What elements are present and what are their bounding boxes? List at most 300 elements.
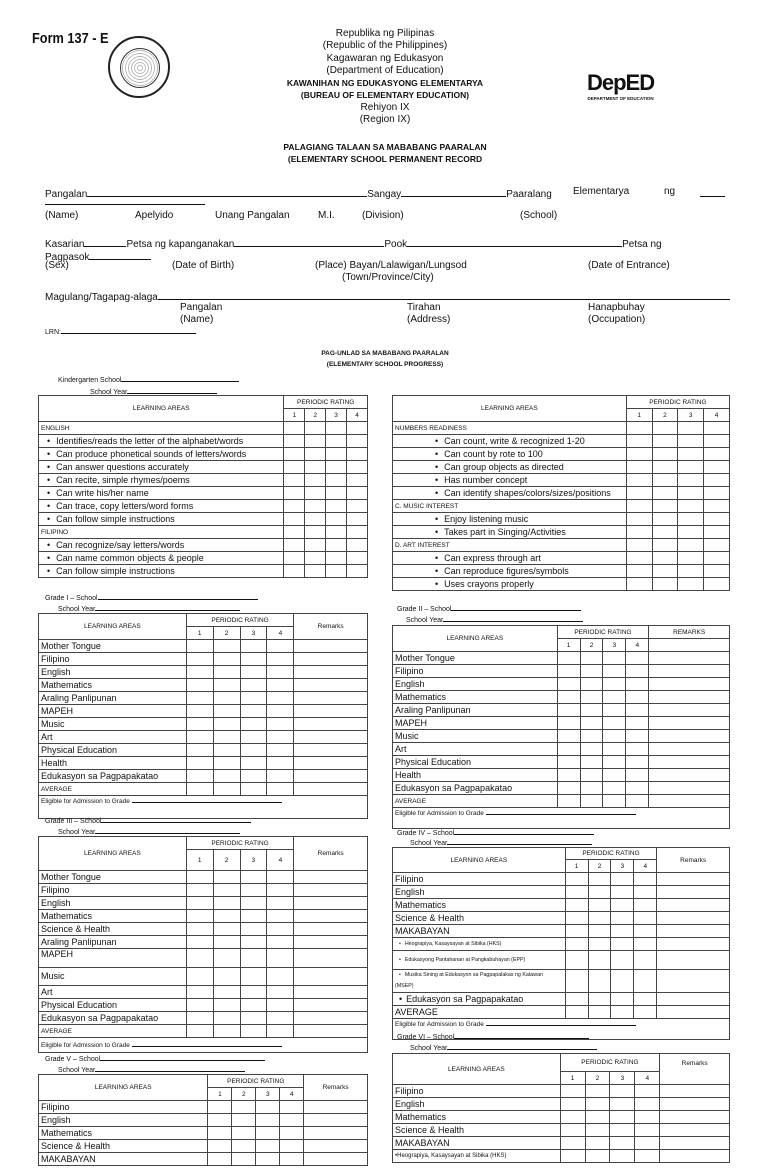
grade-cell[interactable] <box>267 884 294 897</box>
rating-cell[interactable] <box>704 448 730 461</box>
grade-cell[interactable] <box>634 912 657 925</box>
grade-cell[interactable] <box>232 1127 256 1140</box>
rating-cell[interactable] <box>678 513 704 526</box>
grade-cell[interactable] <box>585 1150 610 1163</box>
rating-cell[interactable] <box>704 552 730 565</box>
grade-cell[interactable] <box>611 912 634 925</box>
grade-cell[interactable] <box>232 1101 256 1114</box>
grade-cell[interactable] <box>634 886 657 899</box>
grade-cell[interactable] <box>626 704 649 717</box>
grade-cell[interactable] <box>580 704 603 717</box>
grade-cell[interactable] <box>213 1025 240 1038</box>
rating-cell[interactable] <box>326 565 347 578</box>
rating-cell[interactable] <box>678 552 704 565</box>
remarks-cell[interactable] <box>294 1012 368 1025</box>
rating-cell[interactable] <box>652 448 678 461</box>
grade-cell[interactable] <box>611 938 634 951</box>
remarks-cell[interactable] <box>304 1114 368 1127</box>
rating-cell[interactable] <box>704 487 730 500</box>
grade-cell[interactable] <box>240 757 267 770</box>
remarks-cell[interactable] <box>649 730 730 743</box>
grade-cell[interactable] <box>557 756 580 769</box>
grade-cell[interactable] <box>267 871 294 884</box>
grade-cell[interactable] <box>186 692 213 705</box>
grade-cell[interactable] <box>603 665 626 678</box>
grade-cell[interactable] <box>267 923 294 936</box>
grade-cell[interactable] <box>611 886 634 899</box>
grade-cell[interactable] <box>213 968 240 986</box>
grade-cell[interactable] <box>186 653 213 666</box>
remarks-cell[interactable] <box>657 951 730 970</box>
grade-cell[interactable] <box>580 730 603 743</box>
remarks-cell[interactable] <box>660 1098 730 1111</box>
grade-cell[interactable] <box>635 1098 660 1111</box>
rating-cell[interactable] <box>704 435 730 448</box>
remarks-cell[interactable] <box>657 938 730 951</box>
grade-cell[interactable] <box>186 986 213 999</box>
rating-cell[interactable] <box>326 435 347 448</box>
remarks-cell[interactable] <box>657 970 730 993</box>
rating-cell[interactable] <box>305 552 326 565</box>
remarks-cell[interactable] <box>294 757 368 770</box>
grade-cell[interactable] <box>186 884 213 897</box>
grade-cell[interactable] <box>256 1140 280 1153</box>
grade-cell[interactable] <box>610 1098 635 1111</box>
grade-cell[interactable] <box>626 678 649 691</box>
rating-cell[interactable] <box>284 500 305 513</box>
grade-cell[interactable] <box>240 936 267 949</box>
grade-cell[interactable] <box>611 993 634 1006</box>
grade-cell[interactable] <box>626 795 649 808</box>
grade-cell[interactable] <box>634 970 657 993</box>
grade-cell[interactable] <box>240 744 267 757</box>
remarks-cell[interactable] <box>294 884 368 897</box>
grade-cell[interactable] <box>635 1124 660 1137</box>
remarks-cell[interactable] <box>660 1124 730 1137</box>
rating-cell[interactable] <box>347 474 368 487</box>
grade-cell[interactable] <box>208 1140 232 1153</box>
name-field[interactable] <box>87 186 367 197</box>
remarks-cell[interactable] <box>294 923 368 936</box>
remarks-cell[interactable] <box>649 665 730 678</box>
grade-cell[interactable] <box>213 949 240 968</box>
remarks-cell[interactable] <box>294 897 368 910</box>
school-field[interactable] <box>100 1053 265 1061</box>
rating-cell[interactable] <box>284 487 305 500</box>
rating-cell[interactable] <box>626 513 652 526</box>
place-field[interactable] <box>407 236 622 247</box>
name-field-continued[interactable] <box>45 204 205 205</box>
grade-cell[interactable] <box>603 782 626 795</box>
grade-cell[interactable] <box>208 1114 232 1127</box>
rating-cell[interactable] <box>305 487 326 500</box>
grade-cell[interactable] <box>611 1006 634 1019</box>
grade-cell[interactable] <box>267 705 294 718</box>
grade-cell[interactable] <box>557 652 580 665</box>
rating-cell[interactable] <box>347 487 368 500</box>
grade-cell[interactable] <box>267 731 294 744</box>
remarks-cell[interactable] <box>294 936 368 949</box>
school-field[interactable] <box>700 196 725 197</box>
rating-cell[interactable] <box>678 487 704 500</box>
remarks-cell[interactable] <box>294 770 368 783</box>
grade-cell[interactable] <box>240 910 267 923</box>
rating-cell[interactable] <box>284 448 305 461</box>
grade-cell[interactable] <box>213 744 240 757</box>
rating-cell[interactable] <box>678 461 704 474</box>
remarks-cell[interactable] <box>657 993 730 1006</box>
grade-cell[interactable] <box>588 873 611 886</box>
grade-cell[interactable] <box>186 705 213 718</box>
grade-cell[interactable] <box>213 692 240 705</box>
grade-cell[interactable] <box>280 1140 304 1153</box>
remarks-cell[interactable] <box>294 968 368 986</box>
grade-cell[interactable] <box>256 1127 280 1140</box>
grade-cell[interactable] <box>267 897 294 910</box>
eligible-field[interactable] <box>486 808 636 815</box>
eligible-field[interactable] <box>486 1019 636 1026</box>
grade-cell[interactable] <box>267 653 294 666</box>
grade-cell[interactable] <box>213 705 240 718</box>
remarks-cell[interactable] <box>294 949 368 968</box>
rating-cell[interactable] <box>284 552 305 565</box>
grade-cell[interactable] <box>634 993 657 1006</box>
grade-cell[interactable] <box>280 1101 304 1114</box>
kinder-year-field[interactable] <box>127 386 217 394</box>
division-field[interactable] <box>401 186 506 197</box>
grade-cell[interactable] <box>186 731 213 744</box>
rating-cell[interactable] <box>652 435 678 448</box>
rating-cell[interactable] <box>284 513 305 526</box>
grade-cell[interactable] <box>565 873 588 886</box>
entrance-field[interactable] <box>89 249 151 260</box>
rating-cell[interactable] <box>347 539 368 552</box>
grade-cell[interactable] <box>267 936 294 949</box>
grade-cell[interactable] <box>208 1153 232 1166</box>
grade-cell[interactable] <box>232 1140 256 1153</box>
rating-cell[interactable] <box>678 474 704 487</box>
rating-cell[interactable] <box>347 513 368 526</box>
rating-cell[interactable] <box>704 578 730 591</box>
rating-cell[interactable] <box>652 526 678 539</box>
rating-cell[interactable] <box>678 435 704 448</box>
grade-cell[interactable] <box>256 1114 280 1127</box>
grade-cell[interactable] <box>213 679 240 692</box>
grade-cell[interactable] <box>626 652 649 665</box>
grade-cell[interactable] <box>611 970 634 993</box>
grade-cell[interactable] <box>186 1025 213 1038</box>
rating-cell[interactable] <box>347 461 368 474</box>
rating-cell[interactable] <box>305 565 326 578</box>
grade-cell[interactable] <box>588 899 611 912</box>
rating-cell[interactable] <box>326 513 347 526</box>
grade-cell[interactable] <box>240 692 267 705</box>
remarks-cell[interactable] <box>294 640 368 653</box>
grade-cell[interactable] <box>267 744 294 757</box>
grade-cell[interactable] <box>208 1127 232 1140</box>
remarks-cell[interactable] <box>304 1140 368 1153</box>
rating-cell[interactable] <box>678 526 704 539</box>
grade-cell[interactable] <box>626 730 649 743</box>
rating-cell[interactable] <box>626 487 652 500</box>
rating-cell[interactable] <box>326 474 347 487</box>
rating-cell[interactable] <box>326 552 347 565</box>
grade-cell[interactable] <box>565 925 588 938</box>
rating-cell[interactable] <box>326 461 347 474</box>
grade-cell[interactable] <box>213 783 240 796</box>
grade-cell[interactable] <box>240 1012 267 1025</box>
grade-cell[interactable] <box>635 1111 660 1124</box>
remarks-cell[interactable] <box>649 691 730 704</box>
grade-cell[interactable] <box>208 1101 232 1114</box>
grade-cell[interactable] <box>560 1150 585 1163</box>
grade-cell[interactable] <box>240 705 267 718</box>
grade-cell[interactable] <box>240 666 267 679</box>
grade-cell[interactable] <box>186 910 213 923</box>
grade-cell[interactable] <box>626 782 649 795</box>
grade-cell[interactable] <box>560 1085 585 1098</box>
grade-cell[interactable] <box>280 1127 304 1140</box>
remarks-cell[interactable] <box>649 756 730 769</box>
remarks-cell[interactable] <box>657 873 730 886</box>
school-field[interactable] <box>454 827 594 835</box>
rating-cell[interactable] <box>284 461 305 474</box>
grade-cell[interactable] <box>611 951 634 970</box>
grade-cell[interactable] <box>213 653 240 666</box>
remarks-cell[interactable] <box>294 744 368 757</box>
grade-cell[interactable] <box>634 925 657 938</box>
remarks-cell[interactable] <box>294 692 368 705</box>
grade-cell[interactable] <box>580 743 603 756</box>
school-field[interactable] <box>101 815 251 823</box>
grade-cell[interactable] <box>213 1012 240 1025</box>
grade-cell[interactable] <box>213 770 240 783</box>
remarks-cell[interactable] <box>657 925 730 938</box>
grade-cell[interactable] <box>634 938 657 951</box>
school-year-field[interactable] <box>443 614 583 622</box>
remarks-cell[interactable] <box>294 666 368 679</box>
rating-cell[interactable] <box>305 539 326 552</box>
rating-cell[interactable] <box>347 448 368 461</box>
rating-cell[interactable] <box>626 578 652 591</box>
grade-cell[interactable] <box>267 910 294 923</box>
grade-cell[interactable] <box>560 1124 585 1137</box>
rating-cell[interactable] <box>704 526 730 539</box>
grade-cell[interactable] <box>186 999 213 1012</box>
grade-cell[interactable] <box>280 1153 304 1166</box>
grade-cell[interactable] <box>565 993 588 1006</box>
grade-cell[interactable] <box>186 679 213 692</box>
grade-cell[interactable] <box>610 1124 635 1137</box>
remarks-cell[interactable] <box>304 1153 368 1166</box>
grade-cell[interactable] <box>267 968 294 986</box>
grade-cell[interactable] <box>580 769 603 782</box>
rating-cell[interactable] <box>305 461 326 474</box>
grade-cell[interactable] <box>588 886 611 899</box>
grade-cell[interactable] <box>186 757 213 770</box>
rating-cell[interactable] <box>626 461 652 474</box>
rating-cell[interactable] <box>305 448 326 461</box>
grade-cell[interactable] <box>557 782 580 795</box>
lrn-field[interactable] <box>61 326 196 334</box>
grade-cell[interactable] <box>186 936 213 949</box>
grade-cell[interactable] <box>603 652 626 665</box>
rating-cell[interactable] <box>704 474 730 487</box>
grade-cell[interactable] <box>213 884 240 897</box>
grade-cell[interactable] <box>603 717 626 730</box>
grade-cell[interactable] <box>267 666 294 679</box>
grade-cell[interactable] <box>280 1114 304 1127</box>
grade-cell[interactable] <box>213 718 240 731</box>
grade-cell[interactable] <box>186 968 213 986</box>
grade-cell[interactable] <box>626 665 649 678</box>
kinder-school-field[interactable] <box>121 374 239 382</box>
grade-cell[interactable] <box>240 679 267 692</box>
grade-cell[interactable] <box>267 640 294 653</box>
grade-cell[interactable] <box>588 951 611 970</box>
school-field[interactable] <box>98 592 258 600</box>
rating-cell[interactable] <box>305 500 326 513</box>
grade-cell[interactable] <box>610 1111 635 1124</box>
grade-cell[interactable] <box>580 691 603 704</box>
rating-cell[interactable] <box>678 578 704 591</box>
grade-cell[interactable] <box>565 912 588 925</box>
rating-cell[interactable] <box>347 552 368 565</box>
remarks-cell[interactable] <box>294 1025 368 1038</box>
rating-cell[interactable] <box>305 513 326 526</box>
remarks-cell[interactable] <box>649 652 730 665</box>
grade-cell[interactable] <box>240 871 267 884</box>
rating-cell[interactable] <box>626 565 652 578</box>
rating-cell[interactable] <box>678 565 704 578</box>
grade-cell[interactable] <box>186 770 213 783</box>
rating-cell[interactable] <box>652 487 678 500</box>
grade-cell[interactable] <box>240 968 267 986</box>
grade-cell[interactable] <box>256 1153 280 1166</box>
rating-cell[interactable] <box>305 474 326 487</box>
grade-cell[interactable] <box>580 795 603 808</box>
remarks-cell[interactable] <box>657 886 730 899</box>
parent-field[interactable] <box>158 289 730 300</box>
remarks-cell[interactable] <box>294 986 368 999</box>
grade-cell[interactable] <box>610 1085 635 1098</box>
remarks-cell[interactable] <box>304 1101 368 1114</box>
rating-cell[interactable] <box>284 539 305 552</box>
grade-cell[interactable] <box>240 923 267 936</box>
remarks-cell[interactable] <box>294 910 368 923</box>
rating-cell[interactable] <box>652 565 678 578</box>
grade-cell[interactable] <box>267 718 294 731</box>
grade-cell[interactable] <box>560 1137 585 1150</box>
school-field[interactable] <box>454 1031 589 1039</box>
grade-cell[interactable] <box>565 970 588 993</box>
rating-cell[interactable] <box>347 500 368 513</box>
remarks-cell[interactable] <box>304 1127 368 1140</box>
grade-cell[interactable] <box>585 1098 610 1111</box>
grade-cell[interactable] <box>580 717 603 730</box>
rating-cell[interactable] <box>347 565 368 578</box>
school-year-field[interactable] <box>447 1042 597 1050</box>
grade-cell[interactable] <box>213 897 240 910</box>
grade-cell[interactable] <box>588 925 611 938</box>
grade-cell[interactable] <box>588 1006 611 1019</box>
grade-cell[interactable] <box>588 938 611 951</box>
grade-cell[interactable] <box>603 730 626 743</box>
remarks-cell[interactable] <box>294 718 368 731</box>
school-field[interactable] <box>451 603 581 611</box>
grade-cell[interactable] <box>240 731 267 744</box>
grade-cell[interactable] <box>565 886 588 899</box>
grade-cell[interactable] <box>267 783 294 796</box>
remarks-cell[interactable] <box>649 782 730 795</box>
school-year-field[interactable] <box>95 1064 245 1072</box>
grade-cell[interactable] <box>232 1114 256 1127</box>
rating-cell[interactable] <box>284 565 305 578</box>
eligible-field[interactable] <box>132 1040 282 1047</box>
remarks-cell[interactable] <box>649 704 730 717</box>
grade-cell[interactable] <box>186 783 213 796</box>
grade-cell[interactable] <box>186 1012 213 1025</box>
grade-cell[interactable] <box>603 704 626 717</box>
remarks-cell[interactable] <box>649 743 730 756</box>
rating-cell[interactable] <box>704 513 730 526</box>
grade-cell[interactable] <box>626 691 649 704</box>
rating-cell[interactable] <box>678 448 704 461</box>
remarks-cell[interactable] <box>660 1150 730 1163</box>
grade-cell[interactable] <box>611 899 634 912</box>
grade-cell[interactable] <box>565 1006 588 1019</box>
grade-cell[interactable] <box>635 1085 660 1098</box>
grade-cell[interactable] <box>186 718 213 731</box>
grade-cell[interactable] <box>557 678 580 691</box>
grade-cell[interactable] <box>557 795 580 808</box>
rating-cell[interactable] <box>626 552 652 565</box>
rating-cell[interactable] <box>284 474 305 487</box>
remarks-cell[interactable] <box>660 1137 730 1150</box>
grade-cell[interactable] <box>580 678 603 691</box>
grade-cell[interactable] <box>240 999 267 1012</box>
grade-cell[interactable] <box>634 1006 657 1019</box>
remarks-cell[interactable] <box>660 1111 730 1124</box>
grade-cell[interactable] <box>267 1025 294 1038</box>
grade-cell[interactable] <box>186 640 213 653</box>
grade-cell[interactable] <box>626 717 649 730</box>
rating-cell[interactable] <box>652 461 678 474</box>
grade-cell[interactable] <box>580 652 603 665</box>
remarks-cell[interactable] <box>657 899 730 912</box>
rating-cell[interactable] <box>652 552 678 565</box>
grade-cell[interactable] <box>213 640 240 653</box>
grade-cell[interactable] <box>267 770 294 783</box>
grade-cell[interactable] <box>240 783 267 796</box>
rating-cell[interactable] <box>626 474 652 487</box>
grade-cell[interactable] <box>635 1137 660 1150</box>
grade-cell[interactable] <box>560 1098 585 1111</box>
grade-cell[interactable] <box>585 1085 610 1098</box>
grade-cell[interactable] <box>603 756 626 769</box>
rating-cell[interactable] <box>305 435 326 448</box>
grade-cell[interactable] <box>585 1124 610 1137</box>
grade-cell[interactable] <box>603 769 626 782</box>
school-year-field[interactable] <box>95 603 240 611</box>
remarks-cell[interactable] <box>294 999 368 1012</box>
grade-cell[interactable] <box>267 999 294 1012</box>
grade-cell[interactable] <box>213 999 240 1012</box>
grade-cell[interactable] <box>580 782 603 795</box>
rating-cell[interactable] <box>704 565 730 578</box>
grade-cell[interactable] <box>240 897 267 910</box>
grade-cell[interactable] <box>213 923 240 936</box>
